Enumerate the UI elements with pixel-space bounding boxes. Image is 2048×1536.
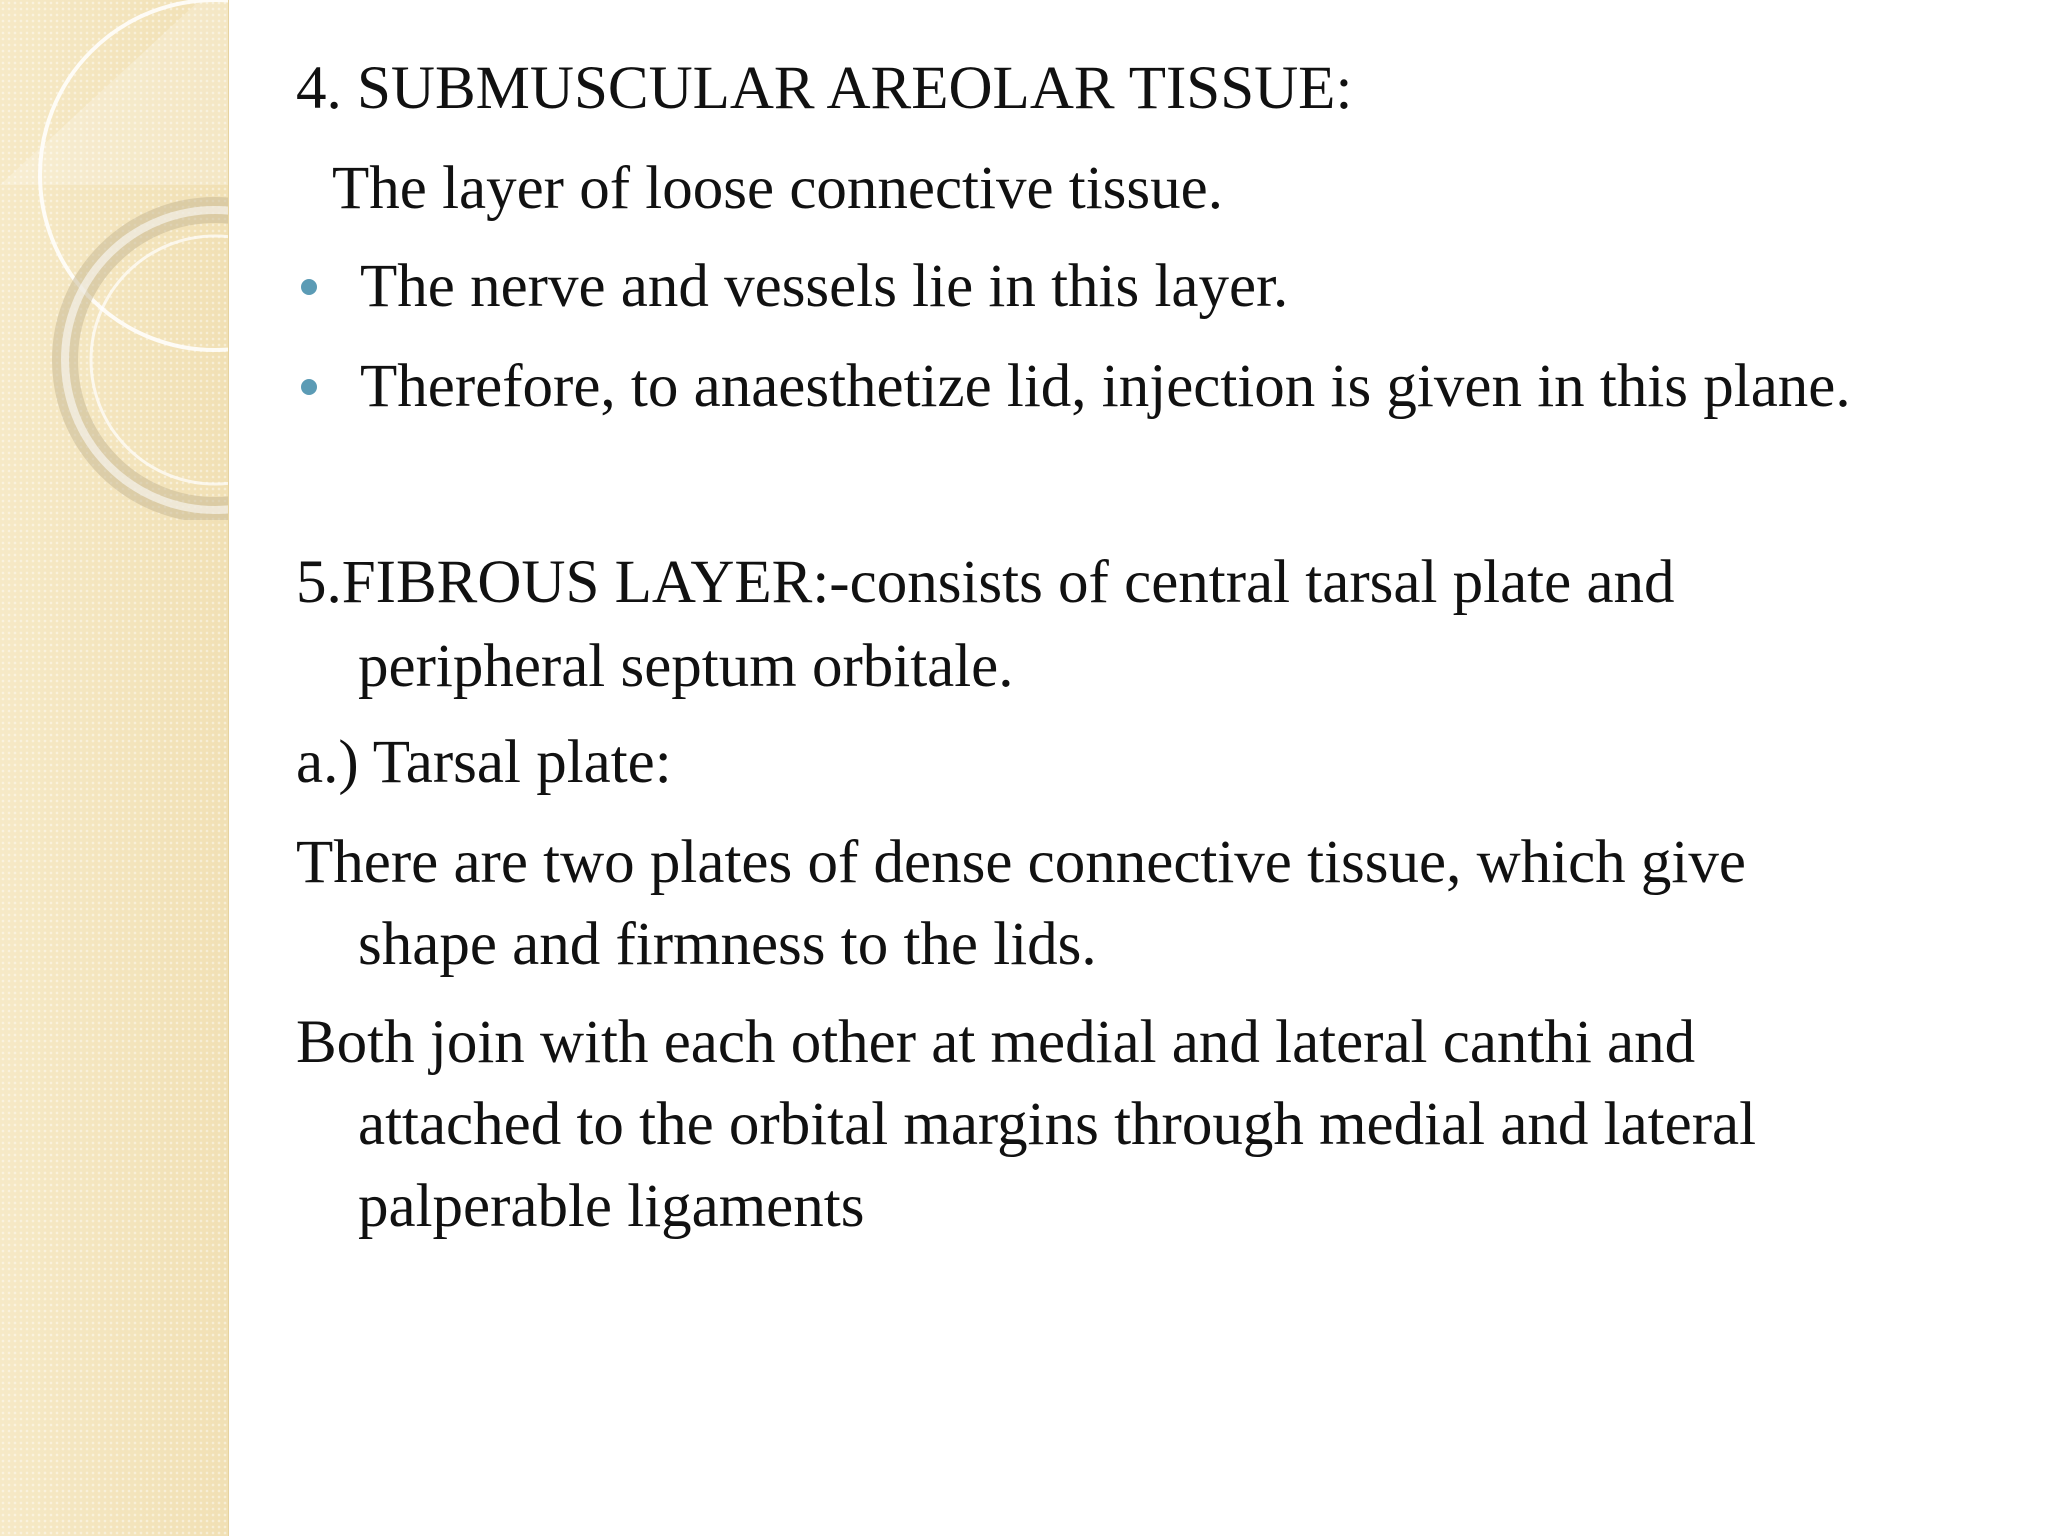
fibrous-layer-line-2: peripheral septum orbitale. <box>358 633 1014 700</box>
section-intro-text: The layer of loose connective tissue. <box>332 155 1223 222</box>
tarsal-paragraph-1-line-1: There are two plates of dense connective tissue, which give <box>296 829 1746 896</box>
tarsal-paragraph-1-line-2: shape and firmness to the lids. <box>358 911 1097 978</box>
tarsal-paragraph-2-line-1: Both join with each other at medial and lateral canthi and <box>296 1009 1696 1076</box>
slide-content <box>296 0 2036 1536</box>
bullet-text: The nerve and vessels lie in this layer. <box>360 253 1289 320</box>
decorative-side-panel <box>0 0 229 1536</box>
bullet-icon <box>301 379 317 395</box>
decorative-rings-graphic <box>0 0 228 520</box>
tarsal-paragraph-2-line-2: attached to the orbital margins through medial and lateral <box>358 1091 1757 1158</box>
bullet-text: Therefore, to anaesthetize lid, injection is given in this plane. <box>360 353 1851 420</box>
fibrous-layer-line-1: 5.FIBROUS LAYER:-consists of central tarsal plate and <box>296 549 1675 616</box>
tarsal-paragraph-2-line-3: palperable ligaments <box>358 1173 865 1240</box>
tarsal-plate-heading: a.) Tarsal plate: <box>296 729 672 796</box>
bullet-icon <box>301 279 317 295</box>
section-heading-submuscular: 4. SUBMUSCULAR AREOLAR TISSUE: <box>296 55 1353 122</box>
